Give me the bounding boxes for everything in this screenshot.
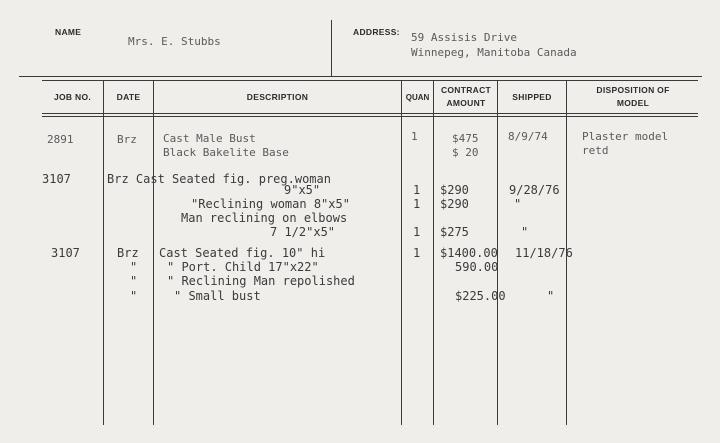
entry-3-desc-line-1: Cast Seated fig. 10" hi <box>159 246 326 260</box>
entry-3-date-4: " <box>130 289 138 303</box>
entry-3-date-1: Brz <box>117 246 139 260</box>
entry-2-desc-line-4: Man reclining on elbows <box>181 211 348 225</box>
divider-name-address <box>331 20 332 77</box>
address-line-2: Winnepeg, Manitoba Canada <box>411 46 577 59</box>
col-contract-amount: CONTRACT AMOUNT <box>440 85 492 108</box>
entry-2-desc-line-2: 9"x5" <box>284 183 321 197</box>
col-quan: QUAN <box>405 93 430 102</box>
entry-3-date-3: " <box>130 274 138 288</box>
entry-1-date: Brz <box>117 133 137 146</box>
col-line-1 <box>103 80 104 425</box>
entry-1-quan: 1 <box>411 130 418 143</box>
col-line-3 <box>401 80 402 425</box>
col-date: DATE <box>116 92 141 102</box>
entry-2-quan-3: 1 <box>413 225 421 239</box>
name-value: Mrs. E. Stubbs <box>128 35 221 48</box>
entry-1-desc-line-2: Black Bakelite Base <box>163 146 289 159</box>
entry-1-amount-2: $ 20 <box>452 146 479 159</box>
name-label: NAME <box>55 27 82 37</box>
col-job-no: JOB NO. <box>53 92 92 102</box>
entry-3-desc-line-4: " Small bust <box>174 289 261 303</box>
entry-3-amount-1: $1400.00 <box>440 246 498 260</box>
col-description: DESCRIPTION <box>246 92 309 102</box>
col-shipped: SHIPPED <box>512 92 552 102</box>
entry-1-amount-1: $475 <box>452 132 479 145</box>
entry-3-shipped-2: " <box>547 289 555 303</box>
entry-2-quan-1: 1 <box>413 183 421 197</box>
entry-1-desc-line-1: Cast Male Bust <box>163 132 256 145</box>
entry-3-date-2: " <box>130 260 138 274</box>
rule-header-bottom-2 <box>42 116 698 117</box>
entry-1-disposition-2: retd <box>582 144 609 157</box>
col-line-2 <box>153 80 154 425</box>
entry-3-shipped-1: 11/18/76 <box>515 246 573 260</box>
rule-header-bottom <box>42 113 698 114</box>
entry-2-amount-1: $290 <box>440 183 469 197</box>
entry-3-job-no: 3107 <box>51 246 80 260</box>
entry-2-shipped-1: 9/28/76 <box>509 183 560 197</box>
entry-2-desc-line-3: "Reclining woman 8"x5" <box>191 197 350 211</box>
entry-3-desc-line-2: " Port. Child 17"x22" <box>167 260 319 274</box>
entry-3-quan: 1 <box>413 246 421 260</box>
entry-1-shipped: 8/9/74 <box>508 130 548 143</box>
entry-2-job-no: 3107 <box>42 172 71 186</box>
address-label: ADDRESS: <box>353 27 400 37</box>
rule-header-top <box>42 80 698 81</box>
col-line-4 <box>433 80 434 425</box>
entry-2-desc-line-5: 7 1/2"x5" <box>270 225 336 239</box>
entry-3-amount-3: $225.00 <box>455 289 506 303</box>
entry-2-date-and-description: Brz Cast Seated fig. preg.woman <box>107 172 331 186</box>
entry-2-quan-2: 1 <box>413 197 421 211</box>
entry-3-amount-2: 590.00 <box>455 260 499 274</box>
col-disposition: DISPOSITION OF MODEL <box>596 85 670 108</box>
address-line-1: 59 Assisis Drive <box>411 31 517 44</box>
rule-top <box>19 76 702 77</box>
entry-2-amount-3: $275 <box>440 225 469 239</box>
entry-2-shipped-3: " <box>521 225 529 239</box>
entry-2-shipped-2: " <box>514 197 522 211</box>
entry-1-disposition-1: Plaster model <box>582 130 669 143</box>
entry-1-job-no: 2891 <box>47 133 74 146</box>
entry-3-desc-line-3: " Reclining Man repolished <box>167 274 355 288</box>
entry-2-amount-2: $290 <box>440 197 469 211</box>
